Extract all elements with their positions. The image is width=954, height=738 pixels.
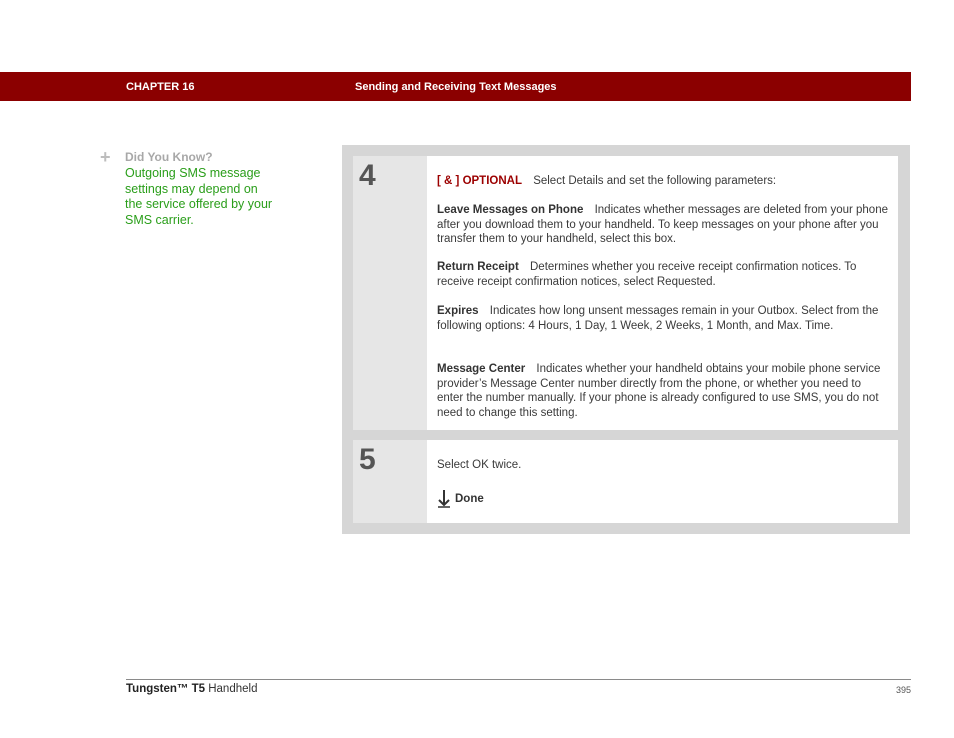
param-term: Leave Messages on Phone [437, 204, 584, 216]
chapter-label: CHAPTER 16 [126, 81, 195, 93]
step-intro-text: Select Details and set the following parameters: [533, 175, 777, 187]
param-desc: Indicates how long unsent messages remain in your Outbox. Select from the following options: 4 Hours, 1 Day, 1 Week, 2 Weeks, 1 Month, and Max. Time. [437, 305, 879, 332]
param-leave-messages [437, 203, 889, 247]
chapter-header-bar [0, 72, 911, 101]
step-text: Select OK twice. [437, 459, 522, 471]
product-model: T5 [191, 683, 206, 695]
step-number: 4 [359, 159, 376, 192]
done-label: Done [455, 493, 484, 506]
step-5 [353, 440, 898, 523]
param-desc: Indicates whether your handheld obtains your mobile phone service provider’s Message Center number directly from the phone, or whether you need to enter the number manually. If your phone is already configured to use SMS, you do not need to change this setting. [437, 363, 881, 419]
param-term: Message Center [437, 363, 526, 375]
param-desc: Indicates whether messages are deleted from your phone after you download them to your handheld. To keep messages on your phone after you transfer them to your handheld, select this box. [437, 204, 888, 246]
param-return-receipt [437, 260, 889, 289]
step-body [427, 156, 898, 430]
footer-divider [126, 679, 911, 680]
product-prefix: Tungsten™ [126, 683, 189, 695]
param-term: Return Receipt [437, 261, 519, 273]
step-number-column [353, 440, 427, 523]
step-4 [353, 156, 898, 430]
footer-product [126, 683, 257, 695]
tip-title: Did You Know? [125, 150, 213, 164]
step-body [427, 440, 898, 523]
optional-label: OPTIONAL [462, 175, 522, 187]
down-arrow-icon [437, 490, 451, 508]
steps-panel [342, 145, 910, 534]
product-suffix: Handheld [208, 683, 258, 695]
param-desc: Determines whether you receive receipt confirmation notices. To receive receipt confirmation notices, select Requested. [437, 261, 857, 288]
param-term: Expires [437, 305, 479, 317]
step-number-column [353, 156, 427, 430]
done-marker [437, 490, 484, 508]
step-intro [437, 174, 889, 189]
chapter-title: Sending and Receiving Text Messages [355, 81, 557, 93]
step-number: 5 [359, 443, 376, 476]
tip-body: Outgoing SMS message settings may depend on the service offered by your SMS carrier. [125, 166, 273, 228]
param-expires [437, 304, 889, 333]
optional-marker: [ & ] [437, 175, 460, 187]
page-number: 395 [895, 685, 911, 695]
param-message-center [437, 362, 889, 420]
plus-icon: + [100, 147, 111, 167]
